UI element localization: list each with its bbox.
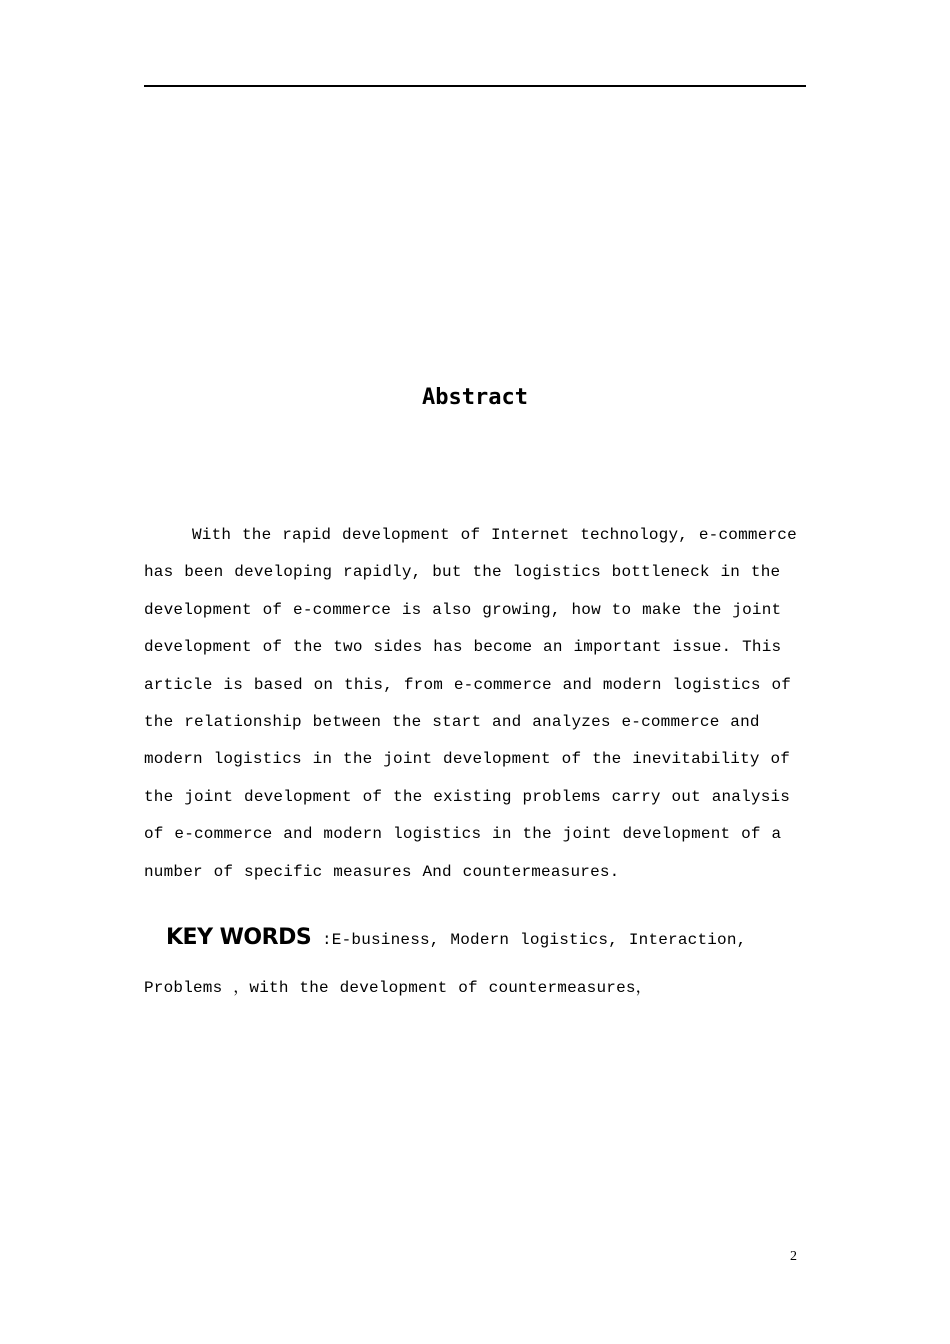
page-number: 2 xyxy=(790,1249,797,1264)
keywords-paragraph xyxy=(144,914,812,1012)
abstract-body: With the rapid development of Internet technology, e-commerce has been developing rapidly, but the logistics bottleneck in the development of e-commerce is also growing, how to make the joint development of the two sides has become an important issue. This article is based on this, from e-commerce and modern logistics of the relationship between the start and analyzes e-commerce and modern logistics in the joint development of the inevitability of the joint development of the existing problems carry out analysis of e-commerce and modern logistics in the joint development of a number of specific measures And countermeasures. xyxy=(144,526,797,881)
keywords-text: :E-business, Modern logistics, Interaction, Problems ，with the development of countermeasures， xyxy=(144,931,747,997)
abstract-title: Abstract xyxy=(422,385,528,410)
keywords-label: KEY WORDS xyxy=(166,925,312,950)
header-rule xyxy=(144,85,806,87)
